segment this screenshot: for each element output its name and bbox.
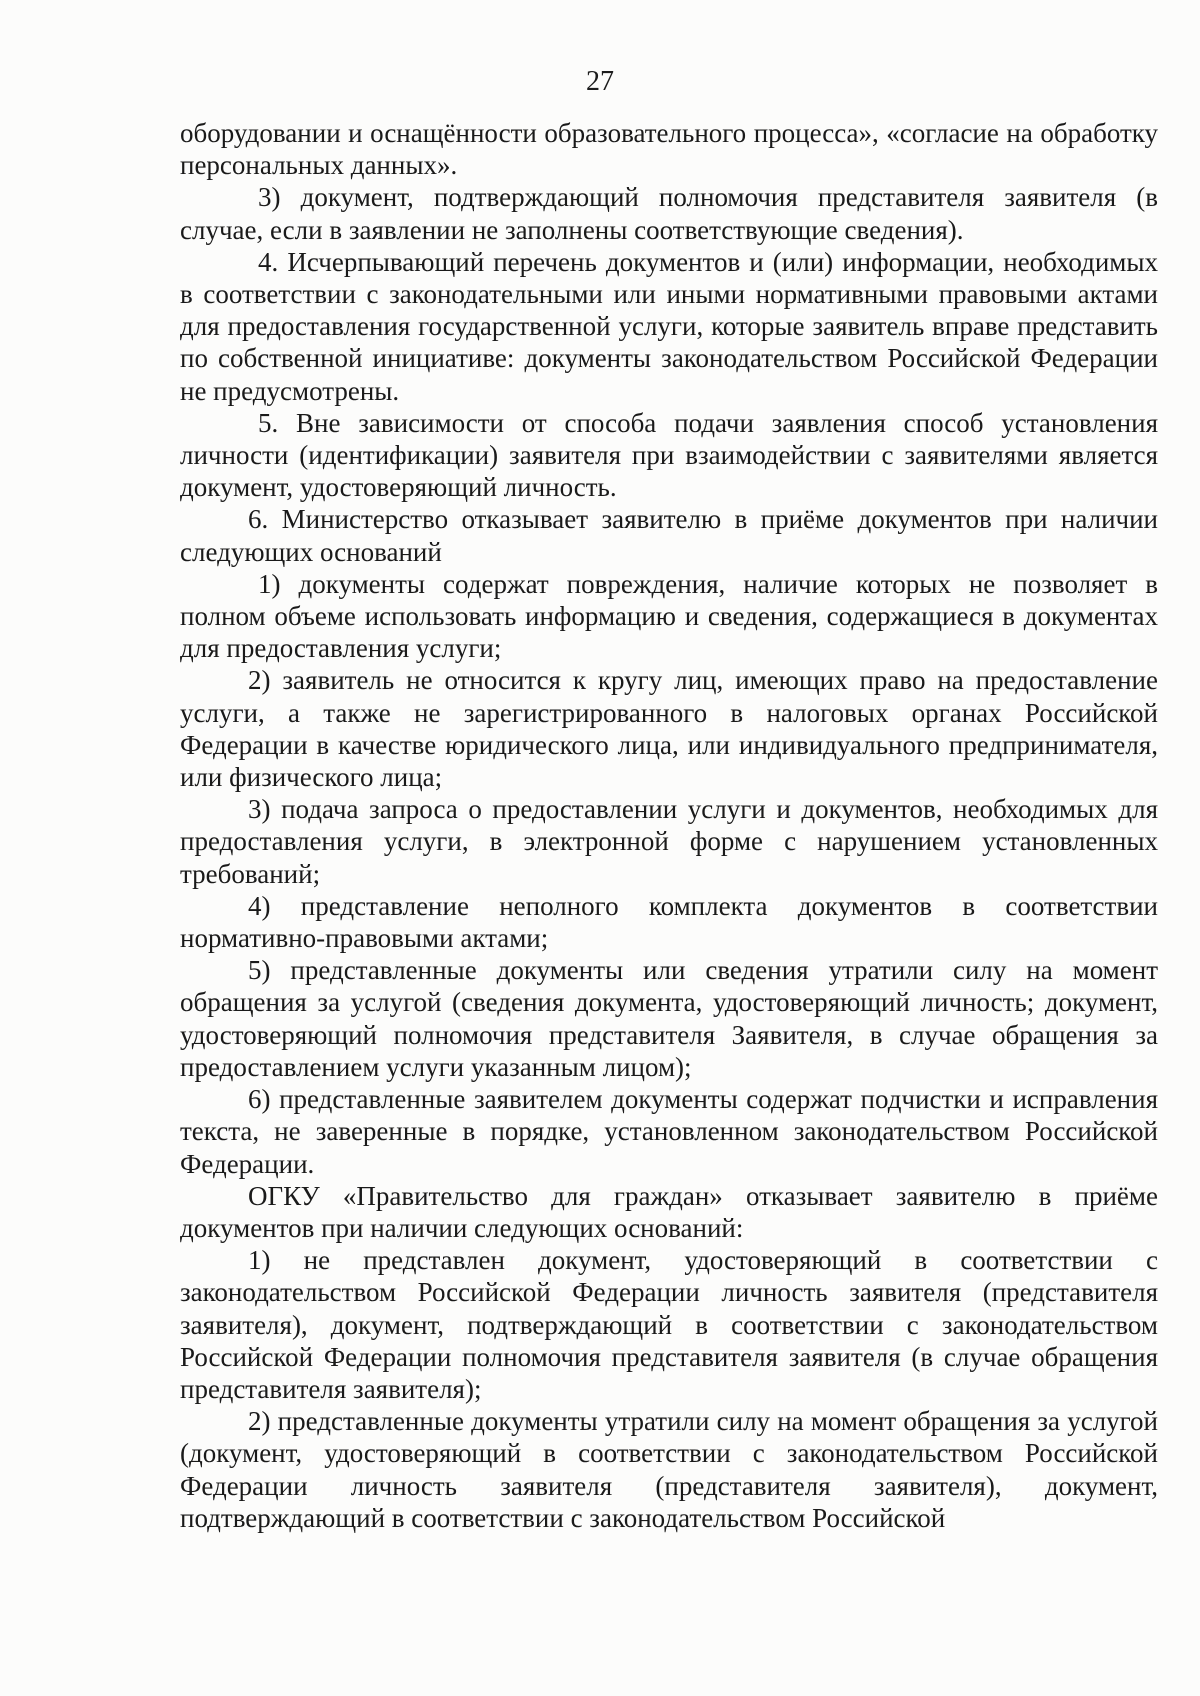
paragraph-ground-2: 2) заявитель не относится к кругу лиц, имеющих право на предоставление услуги, а также не зарегистрированного в налоговых органах Российской Федерации в качестве юридического лица, или индивидуального предпринимателя, или физического лица; [180,665,1158,793]
paragraph-section-5: 5. Вне зависимости от способа подачи заявления способ установления личности (идентификации) заявителя при взаимодействии с заявителями является документ, удостоверяющий личность. [180,407,1158,503]
paragraph-ogku-ground-2: 2) представленные документы утратили силу на момент обращения за услугой (документ, удостоверяющий в соответствии с законодательством Российской Федерации личность заявителя (представителя заявителя), документ, подтверждающий в соответствии с законодательством Российской [180,1406,1158,1533]
paragraph-ogku-ground-1: 1) не представлен документ, удостоверяющий в соответствии с законодательством Российской Федерации личность заявителя (представителя заявителя), документ, подтверждающий в соответствии с законодательством Российской Федерации полномочия представителя заявителя (в случае обращения представителя заявителя); [180,1245,1158,1404]
paragraph-ground-1: 1) документы содержат повреждения, наличие которых не позволяет в полном объеме использовать информацию и сведения, содержащиеся в документах для предоставления услуги; [180,568,1158,664]
paragraph-item-3: 3) документ, подтверждающий полномочия представителя заявителя (в случае, если в заявлении не заполнены соответствующие сведения). [180,182,1158,245]
paragraph-section-4: 4. Исчерпывающий перечень документов и (или) информации, необходимых в соответствии с законодательными или иными нормативными правовыми актами для предоставления государственной услуги, которые заявитель вправе представить по собственной инициативе: документы законодательством Российской Федерации не предусмотрены. [180,246,1158,406]
paragraph-section-6: 6. Министерство отказывает заявителю в приёме документов при наличии следующих оснований [180,504,1158,567]
document-body [180,117,1158,1534]
paragraph-ogku-intro: ОГКУ «Правительство для граждан» отказывает заявителю в приёме документов при наличии следующих оснований: [180,1180,1158,1243]
page-number: 27 [586,66,614,97]
paragraph-ground-4: 4) представление неполного комплекта документов в соответствии нормативно-правовыми актами; [180,890,1158,954]
paragraph-continuation: оборудовании и оснащённости образовательного процесса», «согласие на обработку персональных данных». [180,118,1158,181]
paragraph-ground-6: 6) представленные заявителем документы содержат подчистки и исправления текста, не заверенные в порядке, установленном законодательством Российской Федерации. [180,1084,1158,1179]
paragraph-ground-3: 3) подача запроса о предоставлении услуги и документов, необходимых для предоставления услуги, в электронной форме с нарушением установленных требований; [180,794,1158,889]
paragraph-ground-5: 5) представленные документы или сведения утратили силу на момент обращения за услугой (сведения документа, удостоверяющий личность; документ, удостоверяющий полномочия представителя Заявителя, в случае обращения за предоставлением услуги указанным лицом); [180,955,1158,1082]
